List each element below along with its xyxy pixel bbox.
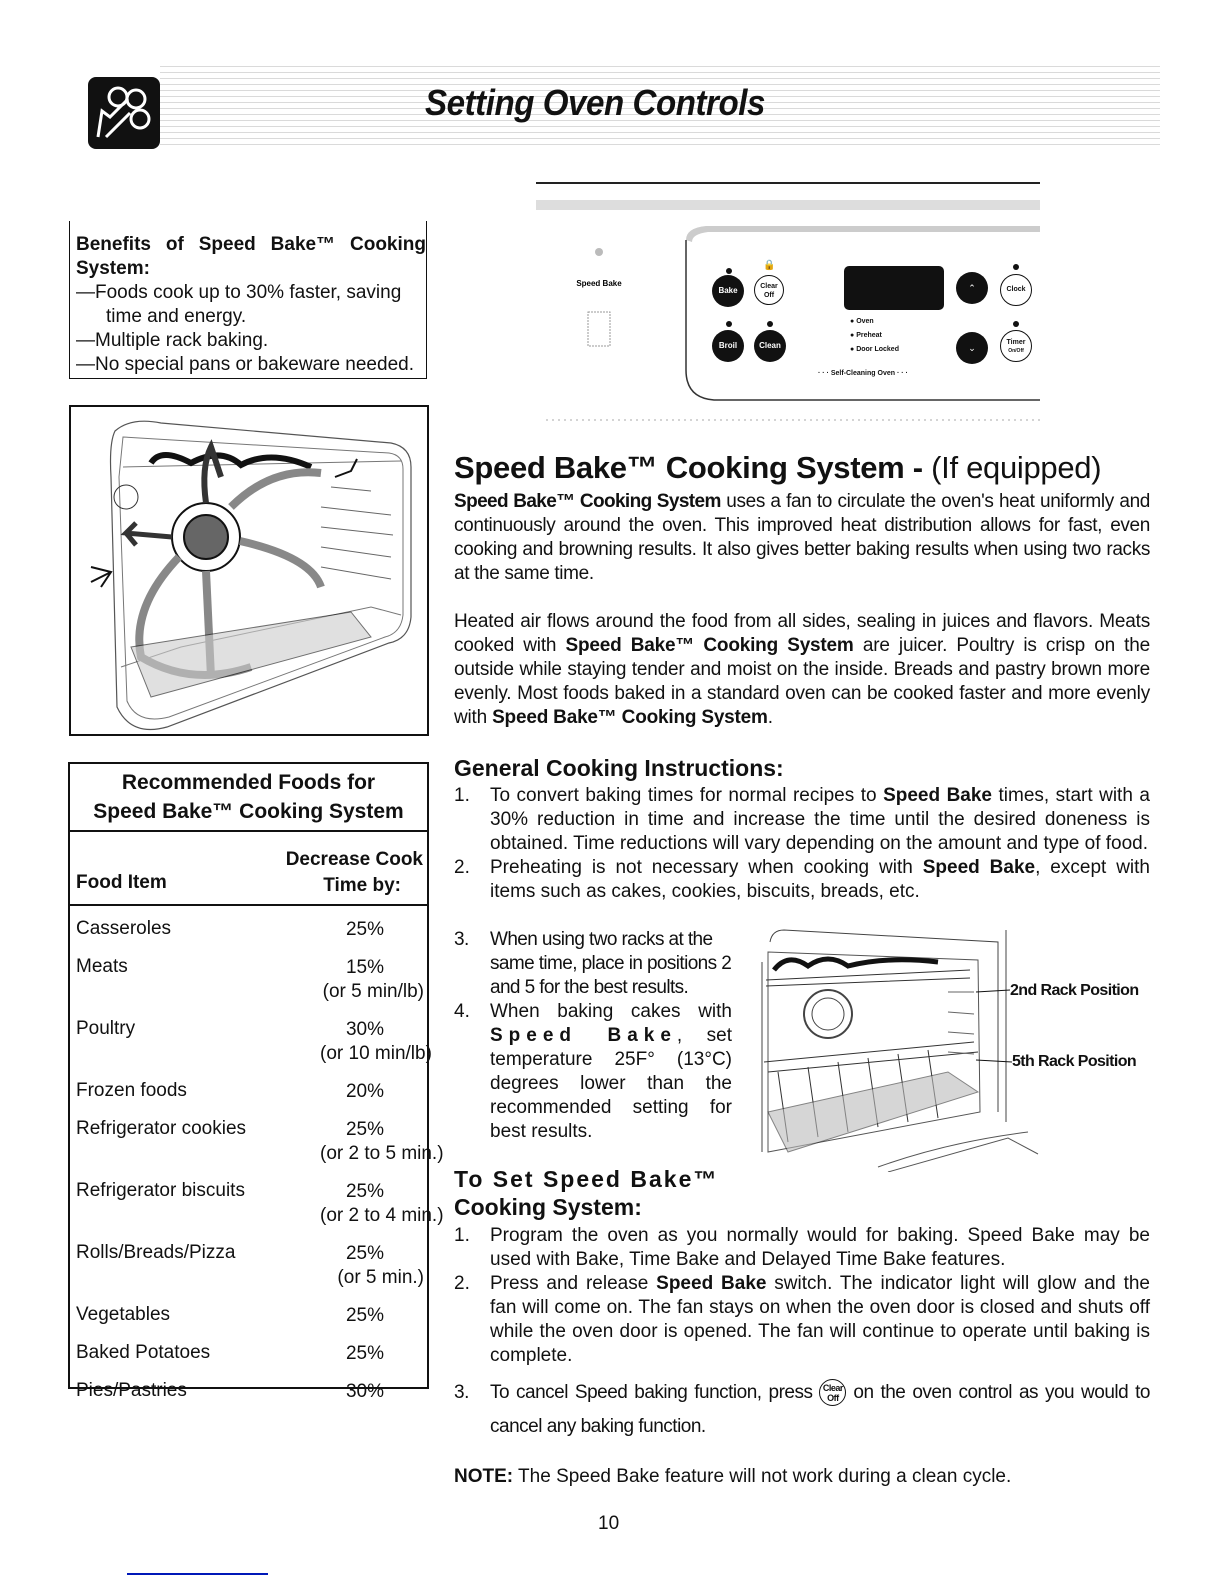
benefit-item-cont: time and energy. — [106, 306, 247, 327]
oven-airflow-illustration — [69, 405, 429, 736]
clean-button[interactable]: Clean — [754, 330, 786, 362]
to-set-list — [454, 1224, 1150, 1444]
food-item: Pies/Pastries — [76, 1380, 187, 1401]
food-item: Frozen foods — [76, 1080, 187, 1101]
table-row — [70, 1168, 444, 1230]
decrease-value: 30% (or 10 min/lb) — [320, 1019, 432, 1064]
decrease-value: 30% — [345, 1381, 385, 1402]
col-header-decrease: Decrease Cook Time by: — [285, 849, 423, 896]
food-item: Poultry — [76, 1018, 136, 1039]
timer-button[interactable]: Timer On/Off — [1000, 330, 1032, 362]
food-item: Vegetables — [76, 1304, 171, 1325]
table-row — [70, 906, 427, 944]
food-item: Rolls/Breads/Pizza — [76, 1242, 236, 1263]
decrease-value: 25% (or 2 to 4 min.) — [320, 1181, 444, 1226]
food-item: Refrigerator biscuits — [76, 1180, 245, 1201]
page-number: 10 — [598, 1513, 620, 1534]
section-title: Speed Bake™ Cooking System - (If equipped) — [454, 450, 1102, 485]
benefit-item: —Multiple rack baking. — [76, 330, 269, 351]
speed-bake-label: Speed Bake — [576, 279, 622, 288]
table-row — [70, 1006, 432, 1068]
decrease-value: 25% (or 5 min.) — [337, 1243, 424, 1288]
benefit-item: —Foods cook up to 30% faster, saving — [76, 282, 402, 303]
table-row — [70, 1068, 427, 1106]
table-row — [70, 1106, 444, 1168]
indicator-oven: ● Oven — [850, 318, 874, 325]
table-row — [70, 1230, 427, 1292]
decrease-value: 15% (or 5 min/lb) — [322, 957, 424, 1002]
food-item: Baked Potatoes — [76, 1342, 211, 1363]
rack-label-5th: 5th Rack Position — [1012, 1053, 1137, 1070]
note: NOTE: The Speed Bake feature will not work during a clean cycle. — [454, 1466, 1012, 1487]
recommended-foods-table — [68, 762, 444, 1402]
to-set-heading: To Set Speed Bake™ Cooking System: — [454, 1166, 719, 1220]
general-instructions-list — [454, 784, 1150, 904]
bake-button[interactable]: Bake — [712, 275, 744, 307]
self-cleaning-label: · · · Self-Cleaning Oven · · · — [818, 370, 908, 377]
down-arrow-button[interactable]: ⌄ — [956, 332, 988, 364]
benefits-box — [69, 221, 427, 379]
decrease-value: 25% (or 2 to 5 min.) — [320, 1119, 444, 1164]
list-item: 3. When using two racks at the same time, place in positions 2 and 5 for the best results. — [454, 929, 732, 998]
table-row — [70, 944, 427, 1006]
lock-icon: 🔒 — [763, 260, 776, 271]
indicator-preheat: ● Preheat — [850, 332, 882, 339]
list-item: 1. Program the oven as you normally would for baking. Speed Bake may be used with Bake, Time Bake and Delayed Time Bake features. — [454, 1225, 1150, 1270]
list-item: 4. When baking cakes with Speed Bake, set temperature 25F° (13°C) degrees lower than the recommended setting for best results. — [454, 1001, 732, 1142]
indicator-door-locked: ● Door Locked — [850, 346, 899, 353]
clock-button[interactable]: Clock — [1000, 274, 1032, 306]
hand-pressing-button-icon — [88, 77, 160, 149]
food-item: Meats — [76, 956, 128, 977]
general-instructions-heading: General Cooking Instructions: — [454, 755, 784, 781]
table-header — [70, 832, 427, 906]
intro-paragraph: Speed Bake™ Cooking System uses a fan to circulate the oven's heat uniformly and continuously around the oven. This improved heat distribution allows for fast, even cooking and browning results. It also gives better baking results when using two racks at the same time. — [454, 491, 1150, 584]
display-screen — [844, 266, 944, 310]
rack-positions-illustration — [748, 922, 1148, 1172]
oven-control-panel — [536, 180, 1040, 430]
benefit-item: —No special pans or bakeware needed. — [76, 354, 414, 375]
page-title: Setting Oven Controls — [425, 82, 765, 123]
clear-off-button[interactable]: Clear Off — [754, 275, 784, 305]
benefits-heading: Benefits of Speed Bake™ Cooking System: — [76, 234, 426, 279]
food-item: Refrigerator cookies — [76, 1118, 247, 1139]
table-row — [70, 1330, 427, 1368]
rack-label-2nd: 2nd Rack Position — [1010, 982, 1139, 999]
col-header-food: Food Item — [76, 872, 167, 893]
list-item: 2. Press and release Speed Bake switch. The indicator light will glow and the fan will come on. The fan stays on when the oven door is closed and shuts off while the oven door is opened. The fan will continue to operate until baking is complete. — [454, 1273, 1150, 1366]
general-instructions-list-cont — [454, 928, 732, 1144]
broil-button[interactable]: Broil — [712, 330, 744, 362]
list-item: 2. Preheating is not necessary when cooking with Speed Bake, except with items such as cakes, cookies, biscuits, breads, etc. — [454, 857, 1150, 902]
up-arrow-button[interactable]: ⌃ — [956, 272, 988, 304]
decrease-value: 25% — [345, 1305, 385, 1326]
list-item: 1. To convert baking times for normal recipes to Speed Bake times, start with a 30% reduction in time and increase the time until the desired doneness is obtained. Time reductions will vary depending on the amount and type of food. — [454, 785, 1150, 854]
benefits-paragraph: Heated air flows around the food from all sides, sealing in juices and flavors. Meats cooked with Speed Bake™ Cooking System are juicer. Poultry is crisp on the outside while staying tender and moist on the inside. Breads and pastry brown more evenly. Most foods baked in a standard oven can be cooked faster and more evenly with Speed Bake™ Cooking System. — [454, 611, 1150, 728]
decrease-value: 25% — [345, 1343, 385, 1364]
table-body — [70, 906, 444, 1406]
food-item: Casseroles — [76, 918, 172, 939]
table-title: Recommended Foods for Speed Bake™ Cooking System — [70, 764, 427, 832]
decrease-value: 25% — [345, 919, 385, 940]
footer-link-line — [127, 1573, 268, 1575]
list-item: 3. To cancel Speed baking function, press Clear Off on the oven control as you would to cancel any baking function. — [454, 1376, 1150, 1444]
table-row — [70, 1368, 427, 1406]
clear-off-button-icon: Clear Off — [819, 1379, 846, 1406]
table-row — [70, 1292, 427, 1330]
decrease-value: 20% — [345, 1081, 385, 1102]
